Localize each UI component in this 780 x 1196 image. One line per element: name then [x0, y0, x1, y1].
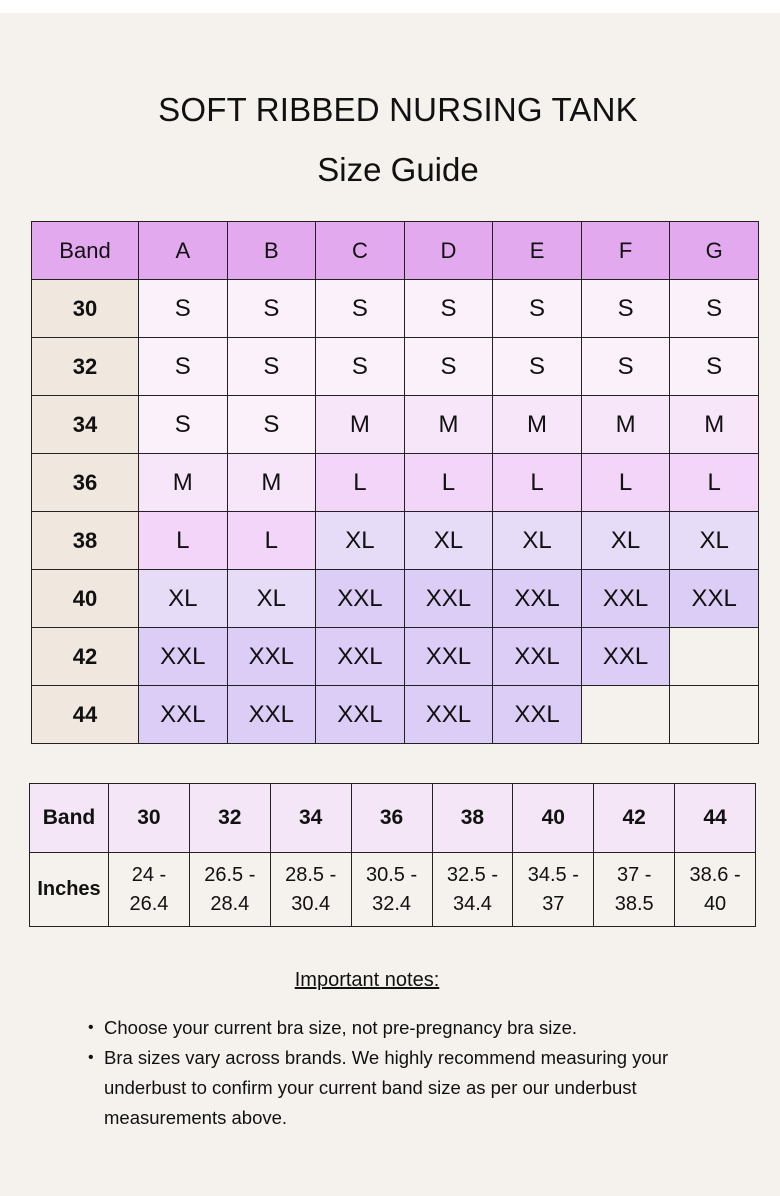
- band-cell: 40: [32, 570, 139, 628]
- inches-range-end: 34.4: [452, 892, 492, 915]
- size-row-42: [32, 628, 759, 686]
- inches-row: [30, 853, 756, 927]
- size-cell: M: [139, 454, 228, 512]
- inches-range-start: 38.6 -: [689, 863, 741, 886]
- cup-header-a: A: [139, 222, 228, 280]
- important-notes-list: [104, 1013, 684, 1133]
- size-cell: L: [670, 454, 759, 512]
- size-cell: XL: [316, 512, 405, 570]
- size-cell: S: [670, 338, 759, 396]
- inches-range-start: 30.5 -: [365, 863, 418, 886]
- size-cell: XXL: [670, 570, 759, 628]
- size-cell: XL: [493, 512, 582, 570]
- size-cell: S: [139, 396, 228, 454]
- band-measurement-table: [29, 783, 756, 927]
- band-cell: 44: [32, 686, 139, 744]
- product-title: SOFT RIBBED NURSING TANK: [158, 91, 638, 128]
- size-cell: XXL: [404, 570, 493, 628]
- size-cell: XXL: [581, 570, 670, 628]
- size-row-30: [32, 280, 759, 338]
- size-cell: S: [316, 338, 405, 396]
- size-cell: M: [493, 396, 582, 454]
- size-cell: M: [581, 396, 670, 454]
- size-cell: M: [227, 454, 316, 512]
- size-cell: XXL: [493, 686, 582, 744]
- inches-value: [189, 853, 270, 927]
- inches-range-start: 37 -: [616, 863, 652, 886]
- size-cell: S: [493, 280, 582, 338]
- band-cell: 30: [32, 280, 139, 338]
- size-cell: L: [227, 512, 316, 570]
- size-row-38: [32, 512, 759, 570]
- band-value-42: 42: [594, 784, 675, 853]
- size-cell: XL: [139, 570, 228, 628]
- size-cell: XXL: [581, 628, 670, 686]
- size-cell: S: [227, 280, 316, 338]
- inches-value: [270, 853, 351, 927]
- inches-range-end: 38.5: [614, 892, 654, 915]
- size-cell: L: [493, 454, 582, 512]
- band-row: [30, 784, 756, 853]
- inches-range-end: 26.4: [129, 892, 169, 915]
- size-cell: L: [139, 512, 228, 570]
- inches-range-start: 28.5 -: [285, 863, 337, 886]
- size-guide-page: [0, 13, 780, 1196]
- size-cell: M: [316, 396, 405, 454]
- size-cell: S: [227, 396, 316, 454]
- band-value-44: 44: [675, 784, 756, 853]
- size-cell: S: [139, 338, 228, 396]
- cup-header-d: D: [404, 222, 493, 280]
- inches-range-end: 30.4: [291, 892, 331, 915]
- size-row-34: [32, 396, 759, 454]
- band-header: Band: [32, 222, 139, 280]
- band-cell: 32: [32, 338, 139, 396]
- inches-range-end: 28.4: [210, 892, 250, 915]
- size-cell: S: [227, 338, 316, 396]
- size-cell: M: [404, 396, 493, 454]
- size-row-32: [32, 338, 759, 396]
- inches-value: [594, 853, 675, 927]
- size-cell: XXL: [404, 628, 493, 686]
- cup-header-e: E: [493, 222, 582, 280]
- inches-range-start: 32.5 -: [446, 863, 499, 886]
- size-cell: L: [316, 454, 405, 512]
- cup-header-b: B: [227, 222, 316, 280]
- size-cell: XXL: [227, 628, 316, 686]
- size-cell: S: [581, 280, 670, 338]
- empty-size-cell: [670, 686, 759, 744]
- size-cell: S: [316, 280, 405, 338]
- inches-range-end: 32.4: [372, 892, 412, 915]
- size-cell: XXL: [404, 686, 493, 744]
- band-value-30: 30: [109, 784, 190, 853]
- size-chart-table: [31, 221, 759, 744]
- band-value-32: 32: [189, 784, 270, 853]
- note-item: • Choose your current bra size, not pre-pregnancy bra size.: [104, 1013, 684, 1043]
- size-cell: XL: [670, 512, 759, 570]
- size-cell: M: [670, 396, 759, 454]
- size-cell: XL: [227, 570, 316, 628]
- cup-header-f: F: [581, 222, 670, 280]
- inches-value: [513, 853, 594, 927]
- inches-range-end: 40: [703, 892, 727, 915]
- size-chart-body: [32, 280, 759, 744]
- size-cell: XXL: [316, 686, 405, 744]
- size-cell: XXL: [316, 628, 405, 686]
- size-cell: XL: [404, 512, 493, 570]
- band-cell: 42: [32, 628, 139, 686]
- size-cell: XXL: [139, 686, 228, 744]
- inches-range-start: 24 -: [131, 863, 167, 886]
- band-row-label: Band: [30, 784, 109, 853]
- inches-range-start: 34.5 -: [527, 863, 579, 886]
- size-cell: L: [404, 454, 493, 512]
- inches-range-start: 26.5 -: [204, 863, 256, 886]
- band-value-36: 36: [351, 784, 432, 853]
- size-cell: S: [581, 338, 670, 396]
- band-value-34: 34: [270, 784, 351, 853]
- inches-range-end: 37: [542, 892, 565, 915]
- band-cell: 36: [32, 454, 139, 512]
- size-row-36: [32, 454, 759, 512]
- band-value-38: 38: [432, 784, 513, 853]
- size-guide-heading: Size Guide: [317, 151, 479, 188]
- note-item: • Bra sizes vary across brands. We highly recommend measuring your underbust to confirm your current band size as per our underbust measurements above.: [104, 1043, 684, 1133]
- inches-value: [351, 853, 432, 927]
- cup-header-g: G: [670, 222, 759, 280]
- band-cell: 38: [32, 512, 139, 570]
- cup-header-c: C: [316, 222, 405, 280]
- size-cell: XXL: [316, 570, 405, 628]
- size-cell: S: [670, 280, 759, 338]
- size-cell: XXL: [139, 628, 228, 686]
- size-cell: S: [404, 280, 493, 338]
- inches-value: [675, 853, 756, 927]
- band-value-40: 40: [513, 784, 594, 853]
- important-notes-heading: Important notes:: [294, 969, 440, 991]
- size-cell: S: [404, 338, 493, 396]
- size-cell: S: [493, 338, 582, 396]
- size-row-40: [32, 570, 759, 628]
- empty-size-cell: [670, 628, 759, 686]
- size-row-44: [32, 686, 759, 744]
- size-cell: L: [581, 454, 670, 512]
- size-chart-header-row: [32, 222, 759, 280]
- inches-value: [432, 853, 513, 927]
- size-cell: XXL: [493, 570, 582, 628]
- band-cell: 34: [32, 396, 139, 454]
- inches-row-label: Inches: [30, 853, 109, 927]
- size-cell: XL: [581, 512, 670, 570]
- inches-value: [109, 853, 190, 927]
- size-cell: XXL: [227, 686, 316, 744]
- size-cell: XXL: [493, 628, 582, 686]
- size-cell: S: [139, 280, 228, 338]
- empty-size-cell: [581, 686, 670, 744]
